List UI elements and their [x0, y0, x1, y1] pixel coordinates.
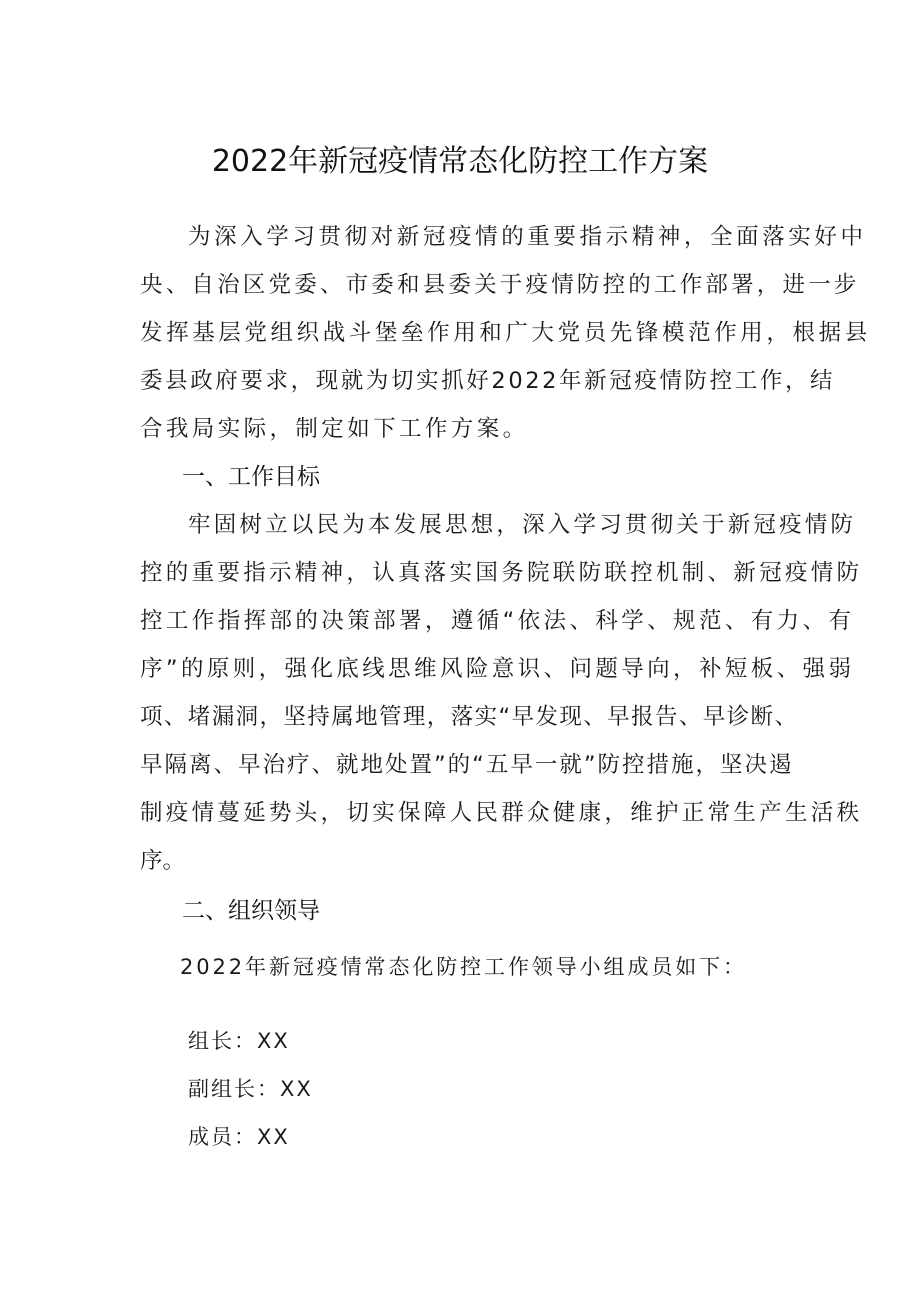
goals-line: 制疫情蔓延势头，切实保障人民群众健康，维护正常生产生活秩 — [140, 800, 863, 826]
goals-line: 序”的原则，强化底线思维风险意识、问题导向，补短板、强弱 — [140, 656, 855, 682]
intro-line: 发挥基层党组织战斗堡垒作用和广大党员先锋模范作用，根据县 — [140, 320, 871, 346]
goals-line: 牢固树立以民为本发展思想，深入学习贯彻关于新冠疫情防 — [188, 512, 857, 538]
intro-line: 央、自治区党委、市委和县委关于疫情防控的工作部署，进一步 — [140, 272, 860, 298]
goals-line: 项、堵漏洞，坚持属地管理，落实“早发现、早报告、早诊断、 — [140, 704, 799, 730]
goals-line: 控工作指挥部的决策部署，遵循“依法、科学、规范、有力、有 — [140, 608, 855, 634]
intro-line: 合我局实际，制定如下工作方案。 — [140, 416, 529, 442]
member-leader: 组长：XX — [188, 1029, 290, 1053]
member-members: 成员：XX — [188, 1125, 290, 1149]
intro-line: 为深入学习贯彻对新冠疫情的重要指示精神，全面落实好中 — [188, 224, 867, 250]
section-heading-organization: 二、组织领导 — [182, 898, 320, 924]
intro-line: 委县政府要求，现就为切实抓好2022年新冠疫情防控工作，结 — [140, 368, 836, 394]
goals-line: 序。 — [140, 848, 186, 874]
member-deputy-leader: 副组长：XX — [188, 1077, 313, 1101]
goals-line: 早隔离、早治疗、就地处置”的“五早一就”防控措施，坚决遏 — [140, 752, 794, 778]
document-title: 2022年新冠疫情常态化防控工作方案 — [211, 144, 709, 179]
section-heading-goals: 一、工作目标 — [182, 464, 320, 490]
goals-line: 控的重要指示精神，认真落实国务院联防联控机制、新冠疫情防 — [140, 560, 863, 586]
leadership-intro: 2022年新冠疫情常态化防控工作领导小组成员如下： — [180, 955, 747, 979]
